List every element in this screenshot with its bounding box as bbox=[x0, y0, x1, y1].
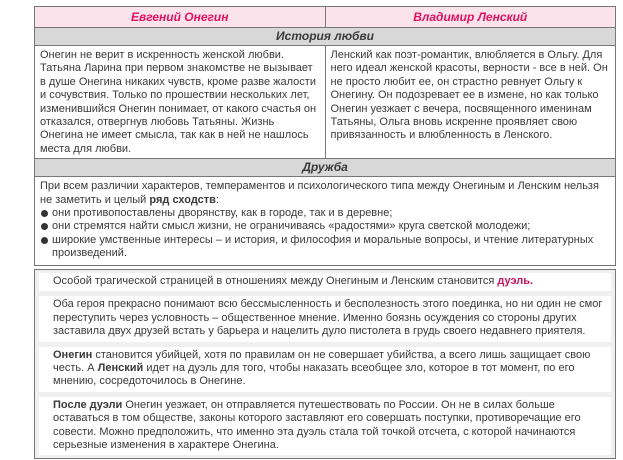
duel-box bbox=[34, 269, 616, 459]
header-onegin: Евгений Онегин bbox=[35, 7, 325, 28]
friendship-body bbox=[35, 177, 615, 264]
list-item: широкие умственные интересы – и история, и философия и моральные вопросы, и чтение литературных произведений. bbox=[40, 234, 610, 261]
love-story-lensky: Ленский как поэт-романтик, влюбляется в Ольгу. Для него идеал женской красоты, верности - все в ней. Он не просто любит ее, он страстно ревнует Ольгу к Онегину. Он подозревает ее в измене, но как только Онегин уезжает с вечера, посвященного именинам Татьяны, Ольга вновь искренне проявляет свою привязанность и влюбленность в Ленского. bbox=[325, 46, 616, 158]
header-lensky: Владимир Ленский bbox=[325, 7, 616, 28]
duel-paragraph-4 bbox=[39, 397, 611, 456]
header-row bbox=[35, 7, 615, 28]
friendship-intro bbox=[40, 180, 610, 207]
friendship-title: Дружба bbox=[35, 159, 615, 177]
duel-highlight: дуэль. bbox=[497, 275, 534, 287]
duel-p1-text: Особой трагической страницей в отношениях между Онегиным и Ленским становится bbox=[53, 275, 495, 287]
friendship-intro-end: : bbox=[215, 193, 219, 206]
friendship-intro-text: При всем различии характеров, темпераментов и психологического типа между Онегиным и Ленским нельзя не заметить и целый bbox=[40, 180, 599, 206]
duel-paragraph-1 bbox=[39, 273, 611, 291]
duel-p4-bold: После дуэли bbox=[53, 398, 123, 411]
duel-paragraph-3 bbox=[39, 347, 611, 392]
duel-p3-bold-lensky: Ленский bbox=[97, 362, 144, 375]
duel-p3-part2: идет на дуэль для того, чтобы наказать всеобщее зло, которое в тот момент, по его мнению, сосредоточилось в Онегине. bbox=[53, 362, 575, 388]
love-story-row bbox=[35, 46, 615, 159]
duel-paragraph-2: Оба героя прекрасно понимают всю бессмысленность и бесполезность этого поединка, но ни один не смог переступить через условность – общественное мнение. Именно боязнь осуждения со стороны других заставила двух друзей встать у барьера и нацелить дуло пистолета в грудь своего недавнего приятеля. bbox=[39, 296, 611, 341]
duel-p3-part1: становится убийцей, хотя по правилам он не совершает убийства, а всего лишь защищает свою честь. А bbox=[53, 348, 591, 375]
list-item: они стремятся найти смысл жизни, не ограничиваясь «радостями» круга светской молодежи; bbox=[40, 220, 610, 233]
list-item: они противопоставлены дворянству, как в городе, так и в деревне; bbox=[40, 207, 610, 220]
comparison-table bbox=[34, 6, 616, 266]
love-story-title: История любви bbox=[35, 28, 615, 46]
love-story-onegin: Онегин не верит в искренность женской любви. Татьяна Ларина при первом знакомстве не вызывает в душе Онегина никаких чувств, кроме разве жалости и сочувствия. Только по прошествии нескольких лет, изменившийся Онегин понимает, от какого счастья он отказался, отвергнув любовь Татьяны. Жизнь Онегина не имеет смысла, так как в ней не нашлось места для любви. bbox=[40, 49, 317, 155]
duel-p4-text: Онегин уезжает, он отправляется путешествовать по России. Он не в силах больше оставаться в том обществе, законы которого заставляют его совершать поступки, противоречащие его совести. Можно предположить, что именно эта дуэль стала той точкой отсчета, с которой начинаются серьезные изменения в характере Онегина. bbox=[53, 398, 581, 452]
friendship-intro-bold: ряд сходств bbox=[149, 193, 216, 206]
similarities-list bbox=[40, 207, 610, 261]
duel-p3-bold-onegin: Онегин bbox=[53, 348, 93, 361]
